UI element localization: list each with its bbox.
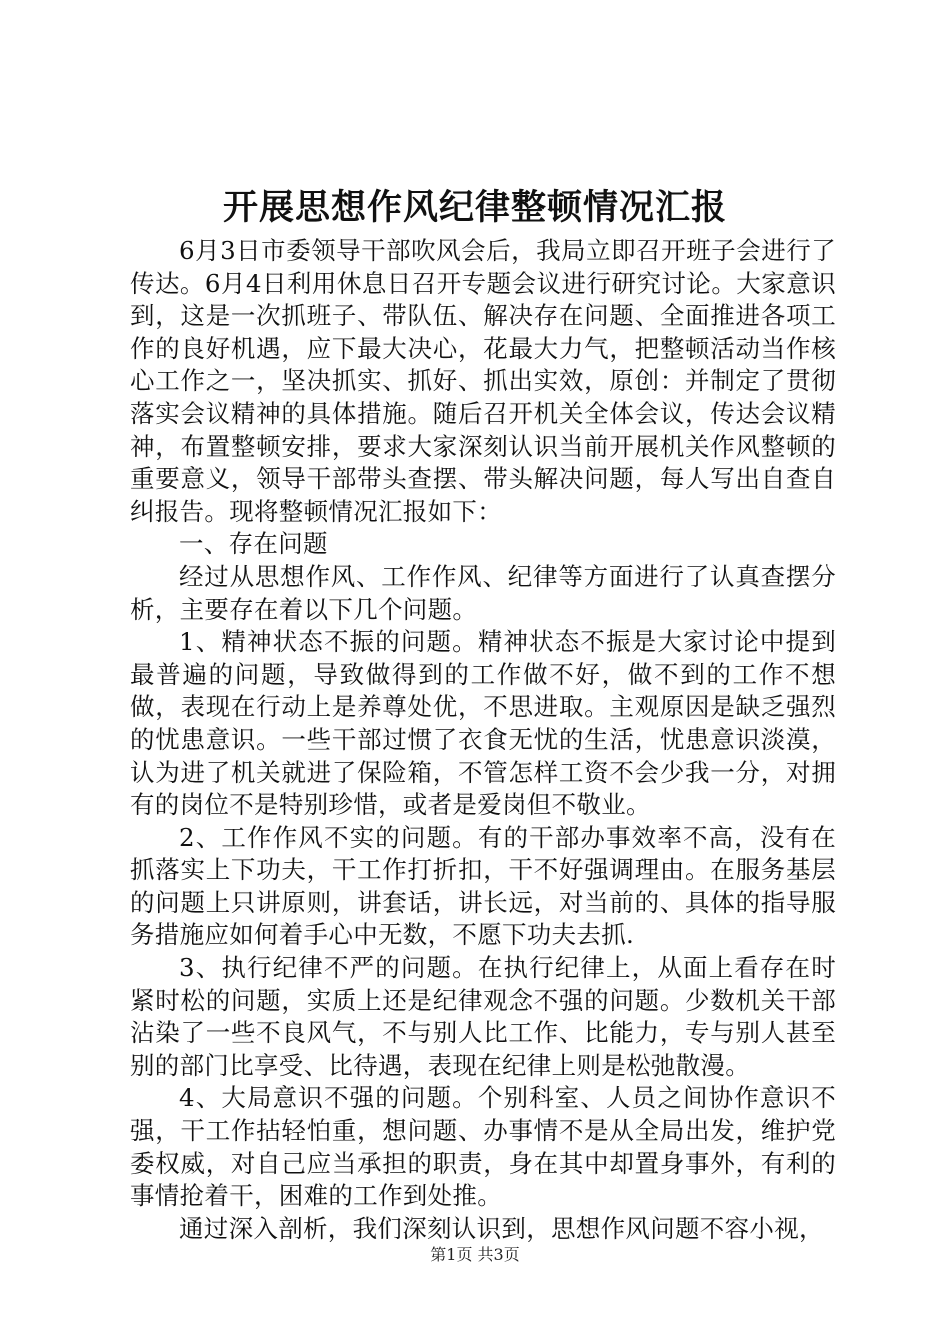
paragraph-overview: 经过从思想作风、工作作风、纪律等方面进行了认真查摆分析，主要存在着以下几个问题。 bbox=[130, 561, 836, 624]
paragraph-intro: 6月3日市委领导干部吹风会后，我局立即召开班子会进行了传达。6月4日利用休息日召开专题会议进行研究讨论。大家意识到，这是一次抓班子、带队伍、解决存在问题、全面推进各项工作的良好机遇，应下最大决心，花最大力气，把整顿活动当作核心工作之一，坚决抓实、抓好、抓出实效，原创：并制定了贯彻落实会议精神的具体措施。随后召开机关全体会议，传达会议精神，布置整顿安排，要求大家深刻认识当前开展机关作风整顿的重要意义，领导干部带头查摆、带头解决问题，每人写出自查自纠报告。现将整顿情况汇报如下： bbox=[130, 236, 836, 526]
document-body bbox=[130, 235, 836, 1245]
paragraph-issue-4: 4、大局意识不强的问题。个别科室、人员之间协作意识不强，干工作拈轻怕重，想问题、办事情不是从全局出发，维护党委权威，对自己应当承担的职责，身在其中却置身事外，有利的事情抢着干，困难的工作到处推。 bbox=[130, 1083, 836, 1211]
document-title: 开展思想作风纪律整顿情况汇报 bbox=[222, 187, 727, 228]
paragraph-issue-1: 1、精神状态不振的问题。精神状态不振是大家讨论中提到最普遍的问题，导致做得到的工作做不好，做不到的工作不想做，表现在行动上是养尊处优，不思进取。主观原因是缺乏强烈的忧患意识。一些干部过惯了衣食无忧的生活，忧患意识淡漠，认为进了机关就进了保险箱，不管怎样工资不会少我一分，对拥有的岗位不是特别珍惜，或者是爱岗但不敬业。 bbox=[130, 627, 836, 820]
paragraph-issue-2: 2、工作作风不实的问题。有的干部办事效率不高，没有在抓落实上下功夫，干工作打折扣，干不好强调理由。在服务基层的问题上只讲原则，讲套话，讲长远，对当前的、具体的指导服务措施应如何着手心中无数，不愿下功夫去抓. bbox=[130, 822, 836, 950]
section-heading: 一、存在问题 bbox=[179, 529, 328, 559]
page-footer: 第1页 共3页 bbox=[430, 1245, 520, 1264]
paragraph-issue-3: 3、执行纪律不严的问题。在执行纪律上，从面上看存在时紧时松的问题，实质上还是纪律观念不强的问题。少数机关干部沾染了一些不良风气，不与别人比工作、比能力，专与别人甚至别的部门比享受、比待遇，表现在纪律上则是松弛散漫。 bbox=[130, 953, 836, 1080]
paragraph-analysis: 通过深入剖析，我们深刻认识到，思想作风问题不容小视， bbox=[179, 1213, 824, 1243]
